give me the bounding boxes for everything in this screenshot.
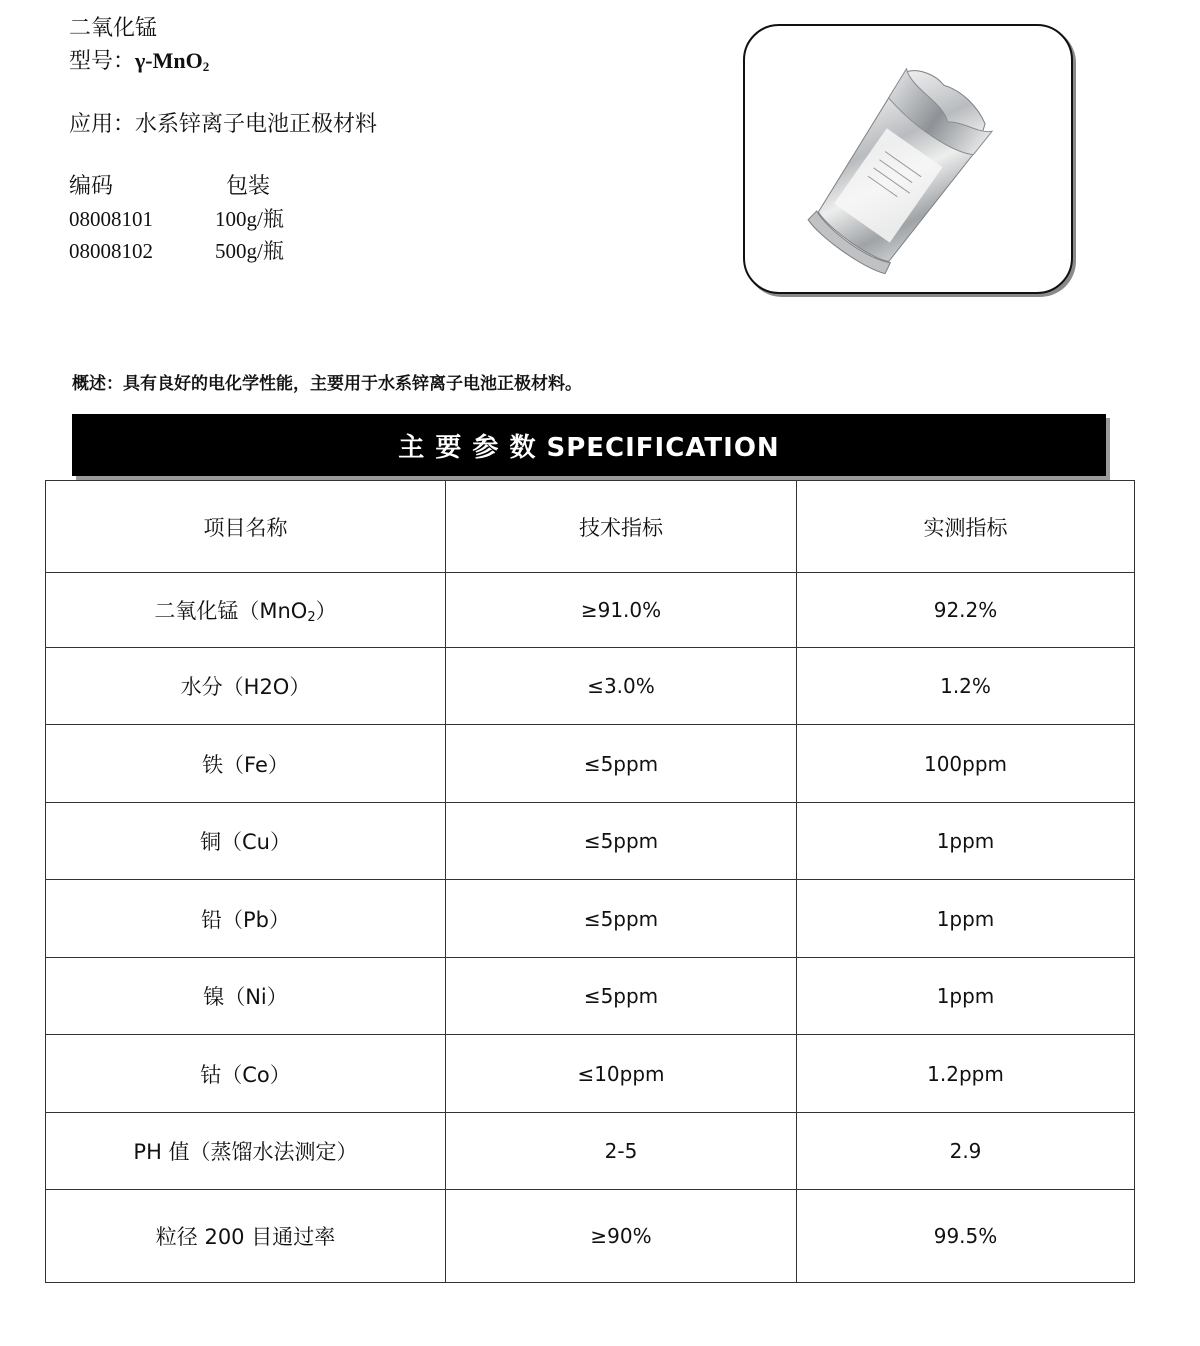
column-header-measured: 实测指标 <box>797 481 1135 573</box>
item-cell: 水分（H2O） <box>46 648 446 725</box>
spec-title: 主 要 参 数 SPECIFICATION <box>398 432 780 463</box>
column-header-item: 项目名称 <box>46 481 446 573</box>
column-header-standard: 技术指标 <box>446 481 797 573</box>
table-row <box>46 958 1135 1035</box>
measured-cell: 1.2ppm <box>797 1035 1135 1113</box>
measured-cell: 1ppm <box>797 880 1135 958</box>
product-photo <box>743 24 1073 294</box>
measured-cell: 1ppm <box>797 803 1135 880</box>
table-row <box>46 803 1135 880</box>
measured-cell: 92.2% <box>797 573 1135 648</box>
foil-bag-image <box>745 26 1071 292</box>
standard-cell: ≤5ppm <box>446 803 797 880</box>
model-label: 型号： <box>69 49 136 74</box>
pack-cell: 100g/瓶 <box>215 207 284 231</box>
measured-cell: 99.5% <box>797 1190 1135 1283</box>
standard-cell: ≤5ppm <box>446 958 797 1035</box>
table-row <box>46 1113 1135 1190</box>
standard-cell: ≤5ppm <box>446 880 797 958</box>
item-text-end: ） <box>315 599 337 623</box>
pack-cell: 500g/瓶 <box>215 239 284 263</box>
pack-header: 包装 <box>226 174 271 199</box>
measured-cell: 100ppm <box>797 725 1135 803</box>
standard-cell: ≤3.0% <box>446 648 797 725</box>
standard-cell: ≥91.0% <box>446 573 797 648</box>
item-cell: PH 值（蒸馏水法测定） <box>46 1113 446 1190</box>
table-row <box>46 880 1135 958</box>
item-cell: 钴（Co） <box>46 1035 446 1113</box>
model-line <box>69 48 209 80</box>
table-row <box>46 648 1135 725</box>
measured-cell: 2.9 <box>797 1113 1135 1190</box>
code-header: 编码 <box>69 174 114 199</box>
code-cell: 08008102 <box>69 239 153 263</box>
application-line: 应用：水系锌离子电池正极材料 <box>69 112 378 137</box>
item-cell: 镍（Ni） <box>46 958 446 1035</box>
item-subscript: 2 <box>307 610 316 625</box>
measured-cell: 1.2% <box>797 648 1135 725</box>
item-cell: 铁（Fe） <box>46 725 446 803</box>
table-row <box>46 725 1135 803</box>
spec-title-bar <box>72 414 1106 476</box>
summary-text: 概述：具有良好的电化学性能，主要用于水系锌离子电池正极材料。 <box>72 374 582 394</box>
model-subscript: 2 <box>202 59 210 74</box>
table-header-row <box>46 481 1135 573</box>
table-row <box>46 573 1135 648</box>
table-row <box>46 1190 1135 1283</box>
standard-cell: ≤5ppm <box>446 725 797 803</box>
spec-table <box>45 480 1135 1283</box>
model-value: γ-MnO <box>135 48 203 73</box>
code-cell: 08008101 <box>69 207 153 231</box>
item-text: 二氧化锰（MnO <box>154 599 308 623</box>
standard-cell: ≥90% <box>446 1190 797 1283</box>
standard-cell: 2-5 <box>446 1113 797 1190</box>
table-row <box>46 1035 1135 1113</box>
standard-cell: ≤10ppm <box>446 1035 797 1113</box>
item-cell <box>46 573 446 648</box>
product-name: 二氧化锰 <box>69 16 158 41</box>
item-cell: 铅（Pb） <box>46 880 446 958</box>
item-cell: 粒径 200 目通过率 <box>46 1190 446 1283</box>
measured-cell: 1ppm <box>797 958 1135 1035</box>
item-cell: 铜（Cu） <box>46 803 446 880</box>
